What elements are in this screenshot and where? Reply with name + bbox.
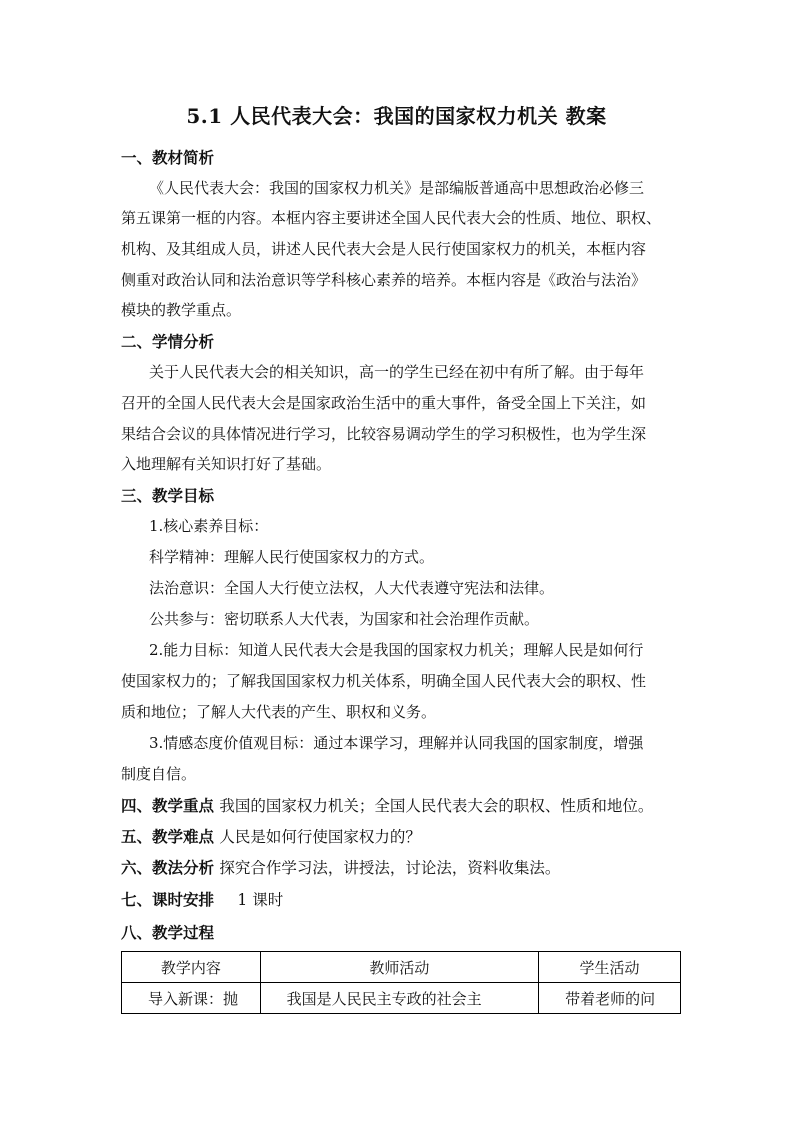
section-line-7	[121, 888, 283, 910]
paragraph-line: 2.能力目标：知道人民代表大会是我国的国家权力机关；理解人民是如何行	[149, 641, 644, 659]
table-cell: 带着老师的问	[539, 983, 681, 1014]
section-line-6	[121, 856, 560, 878]
paragraph-line: 质和地位；了解人大代表的产生、职权和义务。	[121, 703, 437, 721]
paragraph-line: 侧重对政治认同和法治意识等学科核心素养的培养。本框内容是《政治与法治》	[121, 271, 647, 289]
paragraph-line: 1.核心素养目标：	[149, 517, 269, 535]
section-line-4	[121, 794, 653, 816]
paragraph-line: 公共参与：密切联系人大代表，为国家和社会治理作贡献。	[149, 610, 540, 628]
section-text-7: 1 课时	[237, 891, 284, 909]
paragraph-line: 《人民代表大会：我国的国家权力机关》是部编版普通高中思想政治必修三	[149, 179, 645, 197]
paragraph-line: 法治意识：全国人大行使立法权，人大代表遵守宪法和法律。	[149, 579, 555, 597]
paragraph-line: 模块的教学重点。	[121, 301, 242, 319]
table-header-cell: 学生活动	[539, 952, 681, 983]
paragraph-line: 科学精神：理解人民行使国家权力的方式。	[149, 548, 435, 566]
paragraph-line: 入地理解有关知识打好了基础。	[121, 455, 332, 473]
paragraph-line: 第五课第一框的内容。本框内容主要讲述全国人民代表大会的性质、地位、职权、	[121, 209, 662, 227]
section-text-6: 探究合作学习法，讲授法，讨论法，资料收集法。	[219, 859, 561, 877]
section-heading-4: 四、教学重点	[121, 796, 215, 815]
section-heading-3: 三、教学目标	[121, 486, 215, 505]
section-text-5: 人民是如何行使国家权力的？	[219, 828, 421, 846]
section-heading-2: 二、学情分析	[121, 332, 215, 351]
table-row	[122, 983, 681, 1014]
table-header-cell: 教学内容	[122, 952, 261, 983]
document-title: 5.1 人民代表大会：我国的国家权力机关 教案	[186, 104, 607, 128]
section-text-4: 我国的国家权力机关；全国人民代表大会的职权、性质和地位。	[219, 797, 654, 815]
paragraph-line: 3.情感态度价值观目标：通过本课学习，理解并认同我国的国家制度，增强	[149, 734, 644, 752]
section-line-5	[121, 825, 421, 847]
paragraph-line: 关于人民代表大会的相关知识，高一的学生已经在初中有所了解。由于每年	[149, 363, 645, 381]
table-header-cell: 教师活动	[260, 952, 538, 983]
section-heading-5: 五、教学难点	[121, 827, 215, 846]
section-heading-6: 六、教法分析	[121, 858, 215, 877]
paragraph-line: 使国家权力的；了解我国国家权力机关体系，明确全国人民代表大会的职权、性	[121, 672, 647, 690]
table-cell: 我国是人民民主专政的社会主	[260, 983, 538, 1014]
paragraph-line: 召开的全国人民代表大会是国家政治生活中的重大事件，备受全国上下关注，如	[121, 394, 647, 412]
paragraph-line: 果结合会议的具体情况进行学习，比较容易调动学生的学习积极性，也为学生深	[121, 425, 647, 443]
paragraph-line: 制度自信。	[121, 765, 197, 783]
section-heading-7: 七、课时安排	[121, 890, 215, 909]
section-heading-8: 八、教学过程	[121, 923, 215, 942]
table-header-row	[122, 952, 681, 983]
table-cell: 导入新课：抛	[122, 983, 261, 1014]
paragraph-line: 机构、及其组成人员，讲述人民代表大会是人民行使国家权力的机关，本框内容	[121, 240, 647, 258]
section-heading-1: 一、教材简析	[121, 148, 215, 167]
teaching-process-table	[121, 951, 681, 1014]
